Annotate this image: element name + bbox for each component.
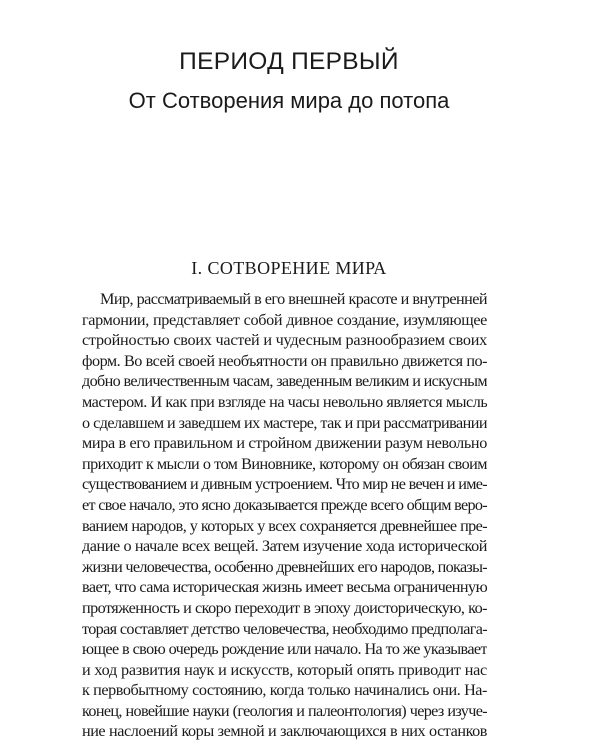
text-line: торая составляет детство человечества, необходимо предполага- <box>82 619 487 638</box>
text-line: гармонии, представляет собой дивное создание, изумляющее <box>82 310 487 329</box>
text-line: о сделавшем и заведшем их мастере, так и при рассматривании <box>82 413 487 432</box>
text-line: форм. Во всей своей необъятности он правильно движется по- <box>82 351 487 370</box>
text-line: мира в его правильном и стройном движении разум невольно <box>82 434 487 453</box>
chapter-body <box>82 289 487 742</box>
text-line: Мир, рассматриваемый в его внешней красоте и внутренней <box>100 290 487 308</box>
text-line: ние наслоений коры земной и заключающихся в них останков <box>82 722 487 741</box>
text-line: к первобытному состоянию, когда только начинались они. На- <box>82 681 487 700</box>
text-line: добно величественным часам, заведенным великим и искусным <box>82 372 487 391</box>
chapter-heading: I. СОТВОРЕНИЕ МИРА <box>191 258 387 278</box>
period-title: ПЕРИОД ПЕРВЫЙ <box>179 48 399 75</box>
text-line: ванием народов, у которых у всех сохраняется древнейшее пре- <box>82 516 487 535</box>
text-line: жизни человечества, особенно древнейших его народов, показы- <box>82 557 487 576</box>
text-line: конец, новейшие науки (геология и палеонтология) через изуче- <box>82 701 487 720</box>
text-line: протяженность и скоро переходит в эпоху доисторическую, ко- <box>82 598 487 617</box>
text-line: ет свое начало, это ясно доказывается прежде всего общим веро- <box>82 495 487 514</box>
text-line: существованием и дивным устроением. Что мир не вечен и име- <box>82 475 487 494</box>
text-line: дание о начале всех вещей. Затем изучение хода исторической <box>82 537 487 556</box>
text-line: приходит к мысли о том Виновнике, которому он обязан своим <box>82 454 487 473</box>
text-line: стройностью своих частей и чудесным разнообразием своих <box>82 331 487 350</box>
period-subtitle: От Сотворения мира до потопа <box>128 88 450 113</box>
text-line: вает, что сама историческая жизнь имеет весьма ограниченную <box>82 578 487 597</box>
text-line: ющее в свою очередь рождение или начало. На то же указывает <box>82 640 487 659</box>
text-line: мастером. И как при взгляде на часы невольно является мысль <box>82 392 487 411</box>
text-line: и ход развития наук и искусств, который опять приводит нас <box>82 660 487 679</box>
